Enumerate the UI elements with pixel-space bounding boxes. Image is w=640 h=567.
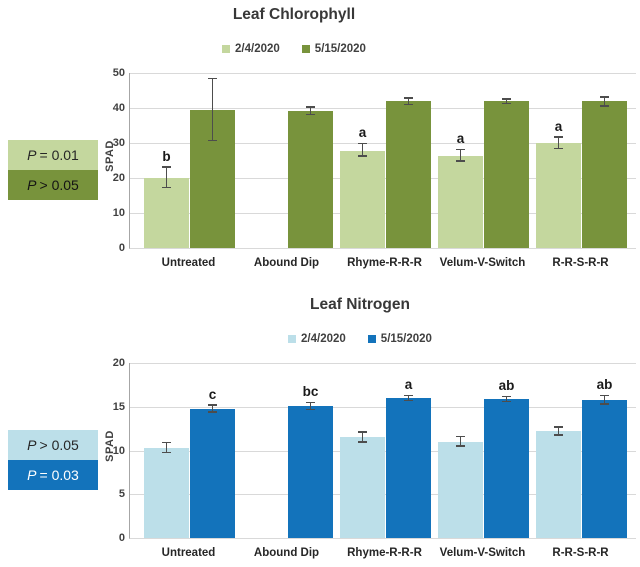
error-bar-cap xyxy=(306,409,315,411)
error-bar-cap xyxy=(554,434,563,436)
chart-title-row xyxy=(0,6,588,24)
significance-letter: ab xyxy=(498,377,515,393)
error-bar-cap xyxy=(502,401,511,403)
y-axis-title: SPAD xyxy=(104,430,116,462)
bar xyxy=(288,111,333,248)
error-bar-cap xyxy=(358,143,367,145)
significance-letter: a xyxy=(404,376,413,392)
error-bar-cap xyxy=(456,445,465,447)
gridline xyxy=(130,363,636,364)
error-bar xyxy=(166,167,168,187)
x-category-label: Abound Dip xyxy=(253,547,320,559)
error-bar-cap xyxy=(162,442,171,444)
error-bar-cap xyxy=(358,431,367,433)
x-category-label: R-R-S-R-R xyxy=(552,547,609,559)
error-bar-cap xyxy=(162,452,171,454)
y-tick-label: 40 xyxy=(112,102,125,114)
error-bar-cap xyxy=(358,155,367,157)
p-value-box xyxy=(8,170,98,200)
chart-title: Leaf Chlorophyll xyxy=(232,6,356,23)
bar xyxy=(144,448,189,538)
legend xyxy=(288,333,432,345)
significance-letter: bc xyxy=(302,383,319,399)
bar xyxy=(582,101,627,248)
bar xyxy=(438,442,483,538)
legend-swatch-icon xyxy=(222,45,230,53)
y-tick-label: 20 xyxy=(112,357,125,369)
x-category-label: Rhyme-R-R-R xyxy=(347,547,422,559)
error-bar-cap xyxy=(502,396,511,398)
bar xyxy=(386,101,431,248)
significance-letter: a xyxy=(456,130,465,146)
legend-swatch-icon xyxy=(302,45,310,53)
chart-leaf-chlorophyll xyxy=(0,0,640,283)
x-category-label: Untreated xyxy=(161,547,216,559)
error-bar-cap xyxy=(456,436,465,438)
y-tick-label: 5 xyxy=(118,488,125,501)
legend xyxy=(222,43,366,55)
error-bar-cap xyxy=(554,426,563,428)
x-category-label: Velum-V-Switch xyxy=(439,257,526,269)
gridline xyxy=(130,73,636,74)
error-bar-cap xyxy=(306,114,315,116)
error-bar-cap xyxy=(554,148,563,150)
bar xyxy=(484,101,529,248)
y-axis-title: SPAD xyxy=(104,140,116,172)
p-value-legend xyxy=(8,430,98,490)
error-bar-cap xyxy=(404,400,413,402)
error-bar-cap xyxy=(208,411,217,413)
legend-row xyxy=(80,330,640,348)
legend-item xyxy=(222,43,280,55)
legend-label: 5/15/2020 xyxy=(314,43,366,55)
error-bar-cap xyxy=(600,105,609,107)
error-bar-cap xyxy=(600,96,609,98)
error-bar-cap xyxy=(554,136,563,138)
error-bar-cap xyxy=(600,403,609,405)
bar xyxy=(340,151,385,248)
plot-area xyxy=(129,363,636,539)
legend-item xyxy=(302,43,366,55)
y-tick-label: 0 xyxy=(118,242,125,254)
significance-letter: c xyxy=(208,386,217,402)
y-tick-label: 50 xyxy=(112,67,125,79)
significance-letter: a xyxy=(554,118,563,134)
error-bar-cap xyxy=(306,402,315,404)
error-bar-cap xyxy=(502,98,511,100)
error-bar-cap xyxy=(502,103,511,105)
bar xyxy=(190,409,235,539)
error-bar-cap xyxy=(404,104,413,106)
y-tick-label: 0 xyxy=(118,532,125,544)
p-value-text: = 0.01 xyxy=(39,147,79,163)
y-tick-label: 15 xyxy=(112,400,125,413)
y-axis-ticks xyxy=(88,357,125,544)
chart-leaf-nitrogen xyxy=(0,290,640,567)
legend-swatch-icon xyxy=(288,335,296,343)
bar xyxy=(340,437,385,538)
bar xyxy=(386,398,431,538)
bar xyxy=(536,143,581,248)
error-bar xyxy=(362,143,364,156)
x-category-label: Abound Dip xyxy=(253,257,320,269)
significance-letter: b xyxy=(162,148,171,164)
chart-title: Leaf Nitrogen xyxy=(310,296,410,313)
p-symbol: P xyxy=(27,467,37,483)
error-bar-cap xyxy=(208,78,217,80)
y-tick-label: 20 xyxy=(112,172,125,184)
error-bar-cap xyxy=(358,441,367,443)
error-bar-cap xyxy=(404,97,413,99)
legend-item xyxy=(368,333,432,345)
bar xyxy=(484,399,529,538)
bar xyxy=(144,178,189,248)
bar xyxy=(536,431,581,538)
legend-label: 5/15/2020 xyxy=(380,333,432,345)
p-symbol: P xyxy=(27,147,37,163)
error-bar-cap xyxy=(162,166,171,168)
x-category-label: Rhyme-R-R-R xyxy=(347,257,422,269)
p-value-box xyxy=(8,430,98,460)
error-bar xyxy=(460,149,462,161)
error-bar-cap xyxy=(456,149,465,151)
error-bar-cap xyxy=(404,395,413,397)
legend-row xyxy=(0,40,588,58)
x-category-label: R-R-S-R-R xyxy=(552,257,609,269)
chart-title-row xyxy=(80,296,640,314)
p-symbol: P xyxy=(27,177,37,193)
y-tick-label: 10 xyxy=(112,207,125,219)
p-symbol: P xyxy=(27,437,37,453)
error-bar-cap xyxy=(456,160,465,162)
x-category-label: Untreated xyxy=(161,257,216,269)
x-category-label: Velum-V-Switch xyxy=(439,547,526,559)
y-tick-label: 10 xyxy=(112,444,125,457)
error-bar-cap xyxy=(162,187,171,189)
y-tick-label: 30 xyxy=(112,137,125,149)
legend-label: 2/4/2020 xyxy=(235,43,280,55)
p-value-box xyxy=(8,140,98,170)
p-value-text: > 0.05 xyxy=(39,177,79,193)
error-bar xyxy=(212,79,214,141)
p-value-legend xyxy=(8,140,98,200)
significance-letter: a xyxy=(358,124,367,140)
y-axis-ticks xyxy=(88,67,125,254)
error-bar-cap xyxy=(600,395,609,397)
error-bar-cap xyxy=(208,404,217,406)
legend-swatch-icon xyxy=(368,335,376,343)
p-value-text: = 0.03 xyxy=(39,467,79,483)
bar xyxy=(582,400,627,538)
significance-letter: ab xyxy=(596,376,613,392)
plot-area xyxy=(129,73,636,249)
x-axis-labels xyxy=(0,547,640,563)
legend-label: 2/4/2020 xyxy=(301,333,346,345)
bar xyxy=(288,406,333,538)
p-value-text: > 0.05 xyxy=(39,437,79,453)
bar xyxy=(438,156,483,248)
error-bar-cap xyxy=(306,106,315,108)
legend-item xyxy=(288,333,346,345)
p-value-box xyxy=(8,460,98,490)
x-axis-labels xyxy=(0,257,640,273)
error-bar-cap xyxy=(208,140,217,142)
